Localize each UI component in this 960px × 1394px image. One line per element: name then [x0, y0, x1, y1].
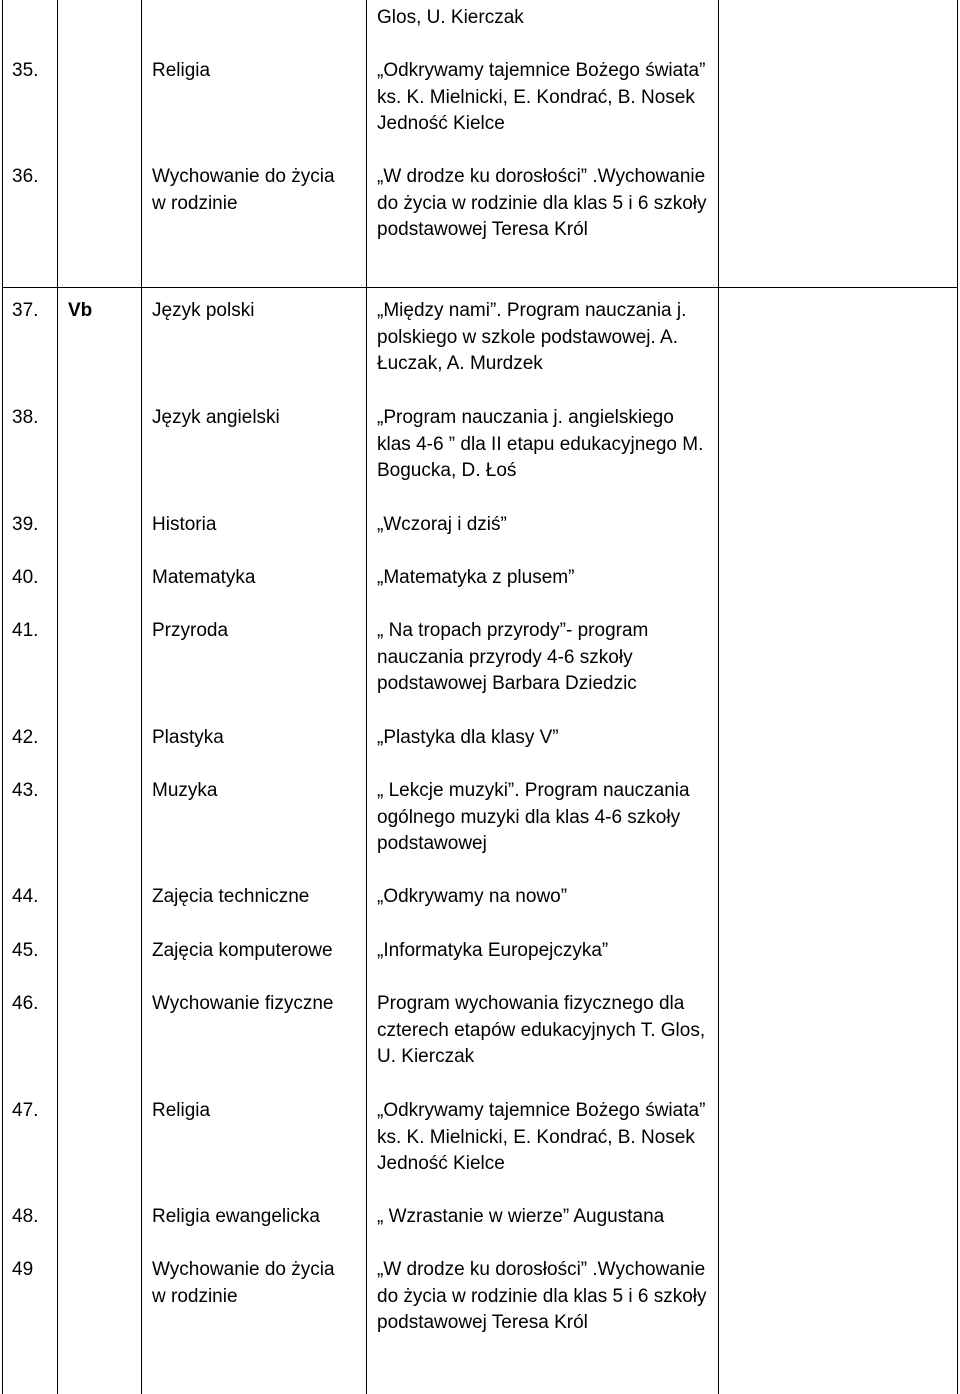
- program-cell: „Między nami”. Program nauczania j. polskiego w szkole podstawowej. A. Łuczak, A. Murdzek: [377, 300, 687, 375]
- program-cell: „Odkrywamy tajemnice Bożego świata” ks. K. Mielnicki, E. Kondrać, B. Nosek Jedność Kielce: [377, 1100, 706, 1175]
- row-number: 35.: [12, 60, 39, 81]
- table-border-col2: [141, 0, 142, 1394]
- row-number: 47.: [12, 1100, 39, 1121]
- subject-cell: Język angielski: [152, 407, 280, 428]
- table-border-col4: [718, 0, 719, 1394]
- table-border-col1: [57, 0, 58, 1394]
- subject-cell: Muzyka: [152, 780, 218, 801]
- table-row-separator: [2, 287, 957, 288]
- continued-text: Glos, U. Kierczak: [377, 7, 524, 28]
- program-cell: „Program nauczania j. angielskiego klas 4-6 ” dla II etapu edukacyjnego M. Bogucka, D. Łoś: [377, 407, 704, 482]
- program-cell: „Wczoraj i dziś”: [377, 514, 507, 535]
- table-border-right: [957, 0, 958, 1394]
- table-border-col3: [366, 0, 367, 1394]
- subject-cell: Wychowanie do życia w rodzinie: [152, 1259, 335, 1307]
- row-number: 37.: [12, 300, 39, 321]
- row-number: 43.: [12, 780, 39, 801]
- row-number: 42.: [12, 727, 39, 748]
- subject-cell: Język polski: [152, 300, 255, 321]
- subject-cell: Wychowanie do życia w rodzinie: [152, 166, 335, 214]
- row-number: 38.: [12, 407, 39, 428]
- row-number: 48.: [12, 1206, 39, 1227]
- program-cell: „Plastyka dla klasy V”: [377, 727, 559, 748]
- program-cell: „Odkrywamy na nowo”: [377, 886, 568, 907]
- subject-cell: Przyroda: [152, 620, 229, 641]
- row-number: 45.: [12, 940, 39, 961]
- program-cell: „ Na tropach przyrody”- program nauczania przyrody 4-6 szkoły podstawowej Barbara Dziedzic: [377, 620, 649, 695]
- subject-cell: Wychowanie fizyczne: [152, 993, 334, 1014]
- class-cell: Vb: [68, 300, 93, 321]
- program-cell: „Informatyka Europejczyka”: [377, 940, 609, 961]
- program-cell: „Matematyka z plusem”: [377, 567, 575, 588]
- program-cell: „ Lekcje muzyki”. Program nauczania ogólnego muzyki dla klas 4-6 szkoły podstawowej: [377, 780, 690, 855]
- subject-cell: Plastyka: [152, 727, 224, 748]
- subject-cell: Historia: [152, 514, 217, 535]
- program-cell: „W drodze ku dorosłości” .Wychowanie do życia w rodzinie dla klas 5 i 6 szkoły podstawowej Teresa Król: [377, 166, 707, 241]
- subject-cell: Religia: [152, 1100, 211, 1121]
- row-number: 44.: [12, 886, 39, 907]
- row-number: 36.: [12, 166, 39, 187]
- row-number: 46.: [12, 993, 39, 1014]
- program-cell: „ Wzrastanie w wierze” Augustana: [377, 1206, 665, 1227]
- subject-cell: Zajęcia techniczne: [152, 886, 310, 907]
- program-cell: „W drodze ku dorosłości” .Wychowanie do życia w rodzinie dla klas 5 i 6 szkoły podstawowej Teresa Król: [377, 1259, 707, 1334]
- program-cell: „Odkrywamy tajemnice Bożego świata” ks. K. Mielnicki, E. Kondrać, B. Nosek Jedność Kielce: [377, 60, 706, 135]
- row-number: 41.: [12, 620, 39, 641]
- subject-cell: Matematyka: [152, 567, 256, 588]
- table-border-left: [2, 0, 3, 1394]
- subject-cell: Zajęcia komputerowe: [152, 940, 333, 961]
- row-number: 40.: [12, 567, 39, 588]
- program-cell: Program wychowania fizycznego dla czterech etapów edukacyjnych T. Glos, U. Kierczak: [377, 993, 706, 1068]
- row-number: 49: [12, 1259, 34, 1280]
- row-number: 39.: [12, 514, 39, 535]
- subject-cell: Religia: [152, 60, 211, 81]
- subject-cell: Religia ewangelicka: [152, 1206, 320, 1227]
